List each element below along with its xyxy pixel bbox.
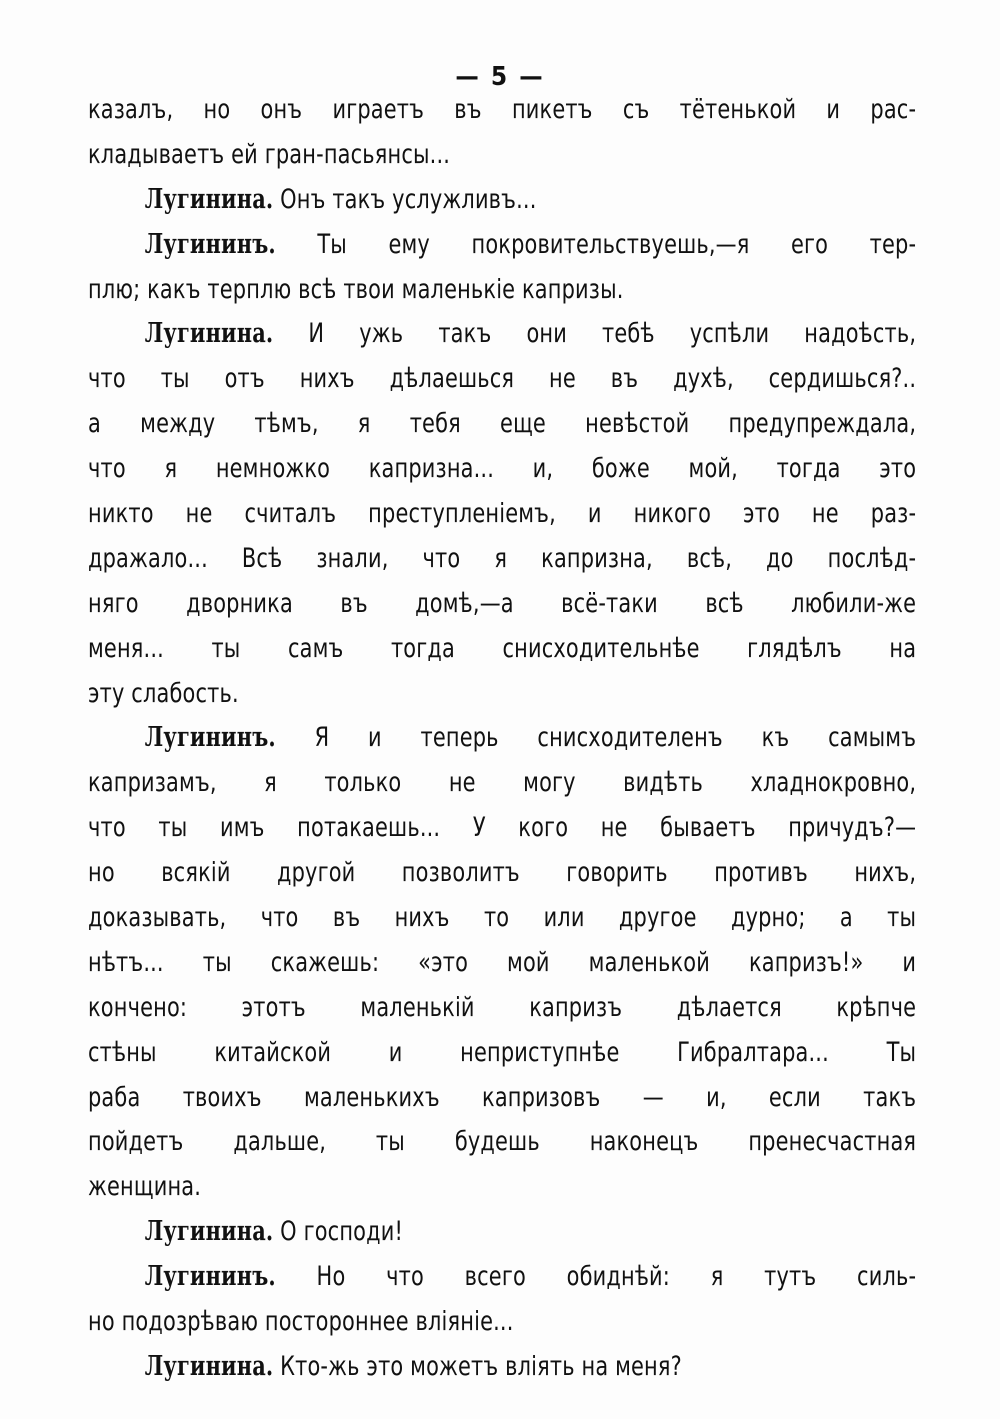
dialogue-line-speaker: [88, 178, 916, 223]
line-text: И ужь такъ они тебѣ успѣли надоѣсть,: [273, 318, 917, 350]
speaker-name: Лугининъ.: [144, 228, 276, 260]
speaker-name: Лугининъ.: [144, 1261, 276, 1293]
text-line: [88, 133, 916, 178]
line-text: Ты ему покровительствуешь,—я его тер-: [275, 228, 917, 260]
text-line: [88, 582, 916, 627]
line-text: кладываетъ ей гран-пасьянсы...: [88, 138, 451, 170]
text-line: [88, 402, 916, 447]
text-line: [88, 1120, 916, 1165]
line-text: Кто-жь это можетъ вліять на меня?: [273, 1350, 682, 1382]
line-text: Онъ такъ услужливъ...: [273, 183, 537, 215]
text-line: [88, 896, 916, 941]
text-line: [88, 806, 916, 851]
text-line: [88, 447, 916, 492]
line-text: эту слабость.: [88, 677, 239, 709]
text-line: [88, 357, 916, 402]
text-line: [88, 761, 916, 806]
line-text: что я немножко капризна... и, боже мой, тогда это: [88, 453, 917, 485]
line-text: раба твоихъ маленькихъ капризовъ — и, если такъ: [88, 1081, 917, 1113]
dialogue-line-speaker: [88, 1210, 916, 1255]
line-text: Но что всего обиднѣй: я тутъ силь-: [275, 1261, 917, 1293]
speaker-name: Лугининъ.: [144, 722, 276, 754]
line-text: няго дворника въ домѣ,—а всё-таки всѣ любили-же: [88, 587, 917, 619]
dialogue-line-speaker: [88, 716, 916, 761]
text-line: [88, 1076, 916, 1121]
line-text: что ты имъ потакаешь... У кого не бываетъ причудъ?—: [88, 812, 917, 844]
line-text: женщина.: [88, 1171, 202, 1203]
line-text: но всякій другой позволитъ говорить противъ нихъ,: [88, 857, 917, 889]
line-text: а между тѣмъ, я тебя еще невѣстой предупреждала,: [88, 408, 917, 440]
speaker-name: Лугинина.: [144, 183, 274, 215]
line-text: Я и теперь снисходителенъ къ самымъ: [275, 722, 917, 754]
speaker-name: Лугинина.: [144, 1350, 274, 1382]
line-text: казалъ, но онъ играетъ въ пикетъ съ тётенькой и рас-: [88, 94, 917, 125]
text-line: [88, 1165, 916, 1210]
line-text: никто не считалъ преступленіемъ, и никого это не раз-: [88, 498, 917, 530]
speaker-name: Лугинина.: [144, 318, 274, 350]
line-text: пойдетъ дальше, ты будешь наконецъ пренесчастная: [88, 1126, 917, 1158]
text-line: [88, 986, 916, 1031]
line-text: но подозрѣваю постороннее вліяніе...: [88, 1306, 514, 1338]
text-line: [88, 537, 916, 582]
line-text: О господи!: [273, 1216, 404, 1248]
page-text-block: [88, 88, 916, 1390]
line-text: что ты отъ нихъ дѣлаешься не въ духѣ, сердишься?..: [88, 363, 917, 395]
text-line: [88, 851, 916, 896]
line-text: плю; какъ терплю всѣ твои маленькіе капризы.: [88, 273, 624, 305]
text-line: [88, 492, 916, 537]
line-text: меня... ты самъ тогда снисходительнѣе глядѣлъ на: [88, 632, 917, 664]
line-text: дражало... Всѣ знали, что я капризна, всѣ, до послѣд-: [88, 542, 917, 574]
text-line: [88, 1300, 916, 1345]
text-line: [88, 268, 916, 313]
dialogue-line-speaker: [88, 312, 916, 357]
page-number: — 5 —: [455, 62, 545, 92]
line-text: доказывать, что въ нихъ то или другое дурно; а ты: [88, 902, 917, 934]
text-line: [88, 941, 916, 986]
line-text: нѣтъ... ты скажешь: «это мой маленькой капризъ!» и: [88, 946, 917, 978]
line-text: стѣны китайской и неприступнѣе Гибралтара... Ты: [88, 1036, 917, 1068]
dialogue-line-speaker: [88, 1255, 916, 1300]
text-line: [88, 1031, 916, 1076]
text-line: [88, 88, 916, 133]
line-text: капризамъ, я только не могу видѣть хладнокровно,: [88, 767, 917, 799]
text-line: [88, 627, 916, 672]
text-line: [88, 672, 916, 717]
line-text: кончено: этотъ маленькій капризъ дѣлается крѣпче: [88, 991, 917, 1023]
speaker-name: Лугинина.: [144, 1216, 274, 1248]
dialogue-line-speaker: [88, 1345, 916, 1390]
dialogue-line-speaker: [88, 223, 916, 268]
